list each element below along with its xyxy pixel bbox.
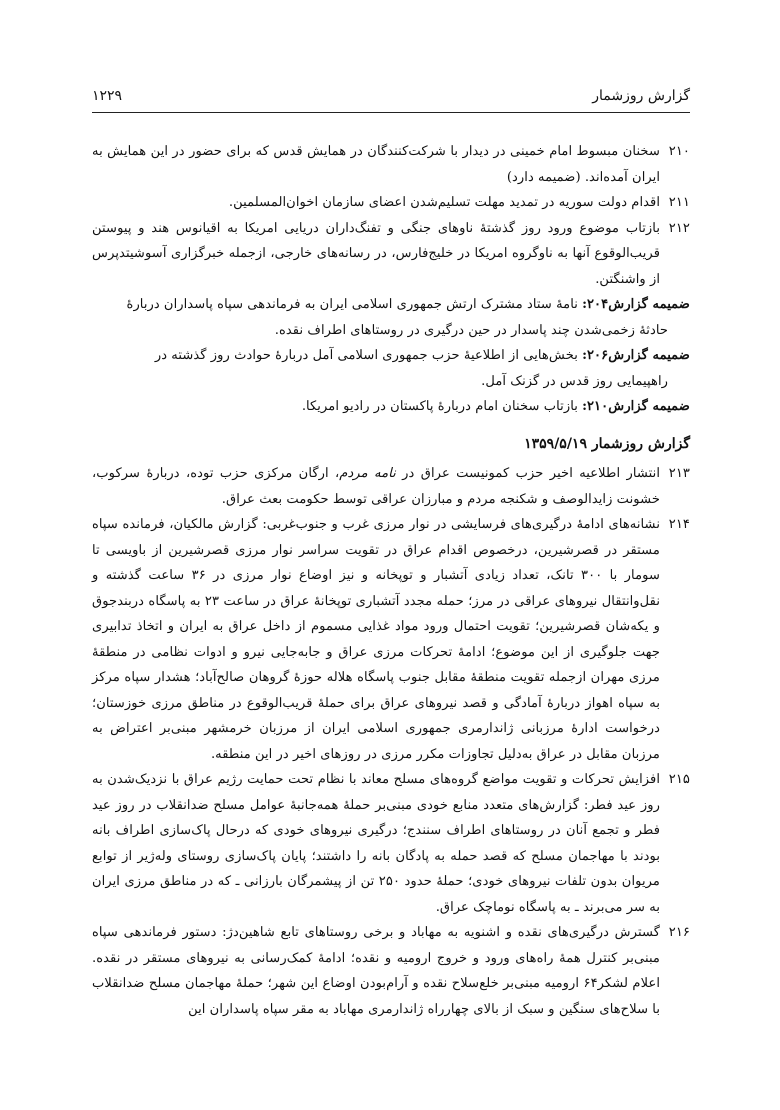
item-text: [92, 461, 660, 512]
item-number: ۲۱۳: [668, 466, 690, 481]
annex-text-continued: حادثهٔ زخمی‌شدن چند پاسدار در حین درگیری در روستاهای اطراف نقده.: [274, 322, 668, 338]
annex-entry: [92, 394, 690, 420]
report-item: [92, 767, 690, 920]
report-item: [92, 461, 690, 512]
item-text-part: ، ارگان مرکزی حزب توده، دربارهٔ سرکوب، خشونت زایدالوصف و شکنجه مردم و مبارزان عراقی توسط حکومت بعث عراق.: [92, 466, 660, 507]
report-item: [92, 512, 690, 767]
annex-text-continued: راهپیمایی روز قدس در گزنک آمل.: [481, 373, 668, 389]
item-number: ۲۱۵: [668, 772, 690, 787]
item-text-part: انتشار اطلاعیه اخیر حزب کمونیست عراق در: [395, 466, 660, 481]
page-body: [92, 139, 690, 1022]
annex-text: بازتاب سخنان امام دربارهٔ پاکستان در رادیو امریکا.: [301, 399, 578, 414]
item-text: بازتاب موضوع ورود روز گذشتهٔ ناوهای جنگی و تفنگ‌داران دریایی امریکا به اقیانوس هند و پیوستن قریب‌الوقوع آنها به ناوگروه امریکا در خلیج‌فارس، در رسانه‌های خارجی، ازجمله خبرگزاری آسوشیتدپرس از واشنگتن.: [92, 220, 660, 287]
item-number: ۲۱۱: [668, 195, 690, 210]
running-title: گزارش روزشمار: [592, 88, 690, 104]
annex-label: ضمیمه گزارش۲۱۰:: [582, 399, 690, 414]
item-text: گسترش درگیری‌های نقده و اشنویه به مهاباد و برخی روستاهای تابع شاهین‌دژ: دستور فرماندهی سپاه مبنی‌بر کنترل همهٔ راه‌های ورود و خروج ارومیه و نقده؛ ادامهٔ کمک‌رسانی به نیروهای مستقر در نقده. اعلام لشکر۶۴ ارومیه مبنی‌بر خلع‌سلاح نقده و آرام‌بودن اوضاع این شهر؛ حملهٔ مهاجمان مسلح ضدانقلاب با سلاح‌های سنگین و سبک از بالای چهارراه ژاندارمری مهاباد به مقر سپاه پاسداران این: [92, 925, 660, 1017]
item-text: نشانه‌های ادامهٔ درگیری‌های فرسایشی در نوار مرزی غرب و جنوب‌غربی: گزارش مالکیان، فرمانده سپاه مستقر در قصرشیرین، درخصوص اقدام عراق در تقویت سراسر نوار مرزی قصرشیرین از باویسی تا سومار با ۳۰۰ تانک، تعداد زیادی آتشبار و توپخانه و نیز اوضاع نوار مرزی در ۳۶ ساعت گذشته و نقل‌وانتقال نیروهای عراقی در مرز؛ حمله مجدد آتشباری توپخانهٔ عراق در ساعت ۲۳ به پاسگاه دربندجوق و یکه‌شان قصرشیرین؛ تقویت احتمال ورود مواد غذایی مسموم از داخل عراق به ایران و اتخاذ تدابیری جهت جلوگیری از این موضوع؛ ادامهٔ تحرکات مرزی عراق و جابه‌جایی نیرو و ادوات نظامی در منطقهٔ مرزی مهران ازجمله تقویت منطقهٔ مقابل جنوب پاسگاه هلاله حوزهٔ گروهان صالح‌آباد؛ هشدار سپاه مرکز به سپاه اهواز دربارهٔ آمادگی و قصد نیروهای عراق برای حملهٔ قریب‌الوقوع در مناطق مرزی خوزستان؛ درخواست ادارهٔ مرزبانی ژاندارمری جمهوری اسلامی ایران از مرزبان خرمشهر مبنی‌بر اعتراض به مرزبان مقابل در عراق به‌دلیل تجاوزات مکرر مرزی در روزهای اخیر در این منطقه.: [92, 517, 661, 762]
item-text: اقدام دولت سوریه در تمدید مهلت تسلیم‌شدن اعضای سازمان اخوان‌المسلمین.: [228, 195, 660, 210]
report-item: [92, 190, 690, 216]
annex-entry: [92, 292, 690, 343]
annex-text: بخش‌هایی از اطلاعیهٔ حزب جمهوری اسلامی آمل دربارهٔ حوادث روز گذشته در: [154, 348, 578, 363]
running-head: [92, 88, 690, 113]
annex-text: نامهٔ ستاد مشترک ارتش جمهوری اسلامی ایران به فرماندهی سپاه پاسداران دربارهٔ: [126, 297, 578, 312]
publication-title: نامه مردم: [339, 466, 396, 481]
annex-label: ضمیمه گزارش۲۰۶:: [582, 348, 690, 363]
item-number: ۲۱۶: [668, 925, 690, 940]
page-number: ۱۲۲۹: [92, 88, 123, 104]
item-number: ۲۱۲: [668, 220, 690, 236]
item-text: سخنان مبسوط امام خمینی در دیدار با شرکت‌کنندگان در همایش قدس که برای حضور در این همایش به ایران آمده‌اند. (ضمیمه دارد): [92, 144, 660, 185]
report-item: [92, 920, 690, 1022]
report-item: [92, 139, 690, 190]
annex-label: ضمیمه گزارش۲۰۴:: [582, 297, 690, 312]
item-number: ۲۱۴: [668, 517, 690, 532]
report-item: [92, 216, 690, 293]
item-number: ۲۱۰: [668, 144, 690, 159]
annex-entry: [92, 343, 690, 394]
section-heading: گزارش روزشمار ۱۳۵۹/۵/۱۹: [524, 435, 690, 452]
item-text: افزایش تحرکات و تقویت مواضع گروه‌های مسلح معاند با نظام تحت حمایت رژیم عراق با نزدیک‌شدن به روز عید فطر: گزارش‌های متعدد منابع خودی مبنی‌بر حملهٔ همه‌جانبهٔ عوامل مسلح ضدانقلاب در روز عید فطر و تجمع آنان در روستاهای اطراف سنندج؛ درگیری نیروهای خودی که درحال پاک‌سازی اطراف بانه بودند با مهاجمان مسلح که قصد حمله به پادگان بانه را داشتند؛ پایان پاک‌سازی روستای وله‌ژیر از توابع مریوان بدون تلفات نیروهای خودی؛ حملهٔ حدود ۲۵۰ تن از پیشمرگان بارزانی ـ که در مناطق مرزی ایران به سر می‌برند ـ به پاسگاه نوماچک عراق.: [92, 772, 660, 915]
